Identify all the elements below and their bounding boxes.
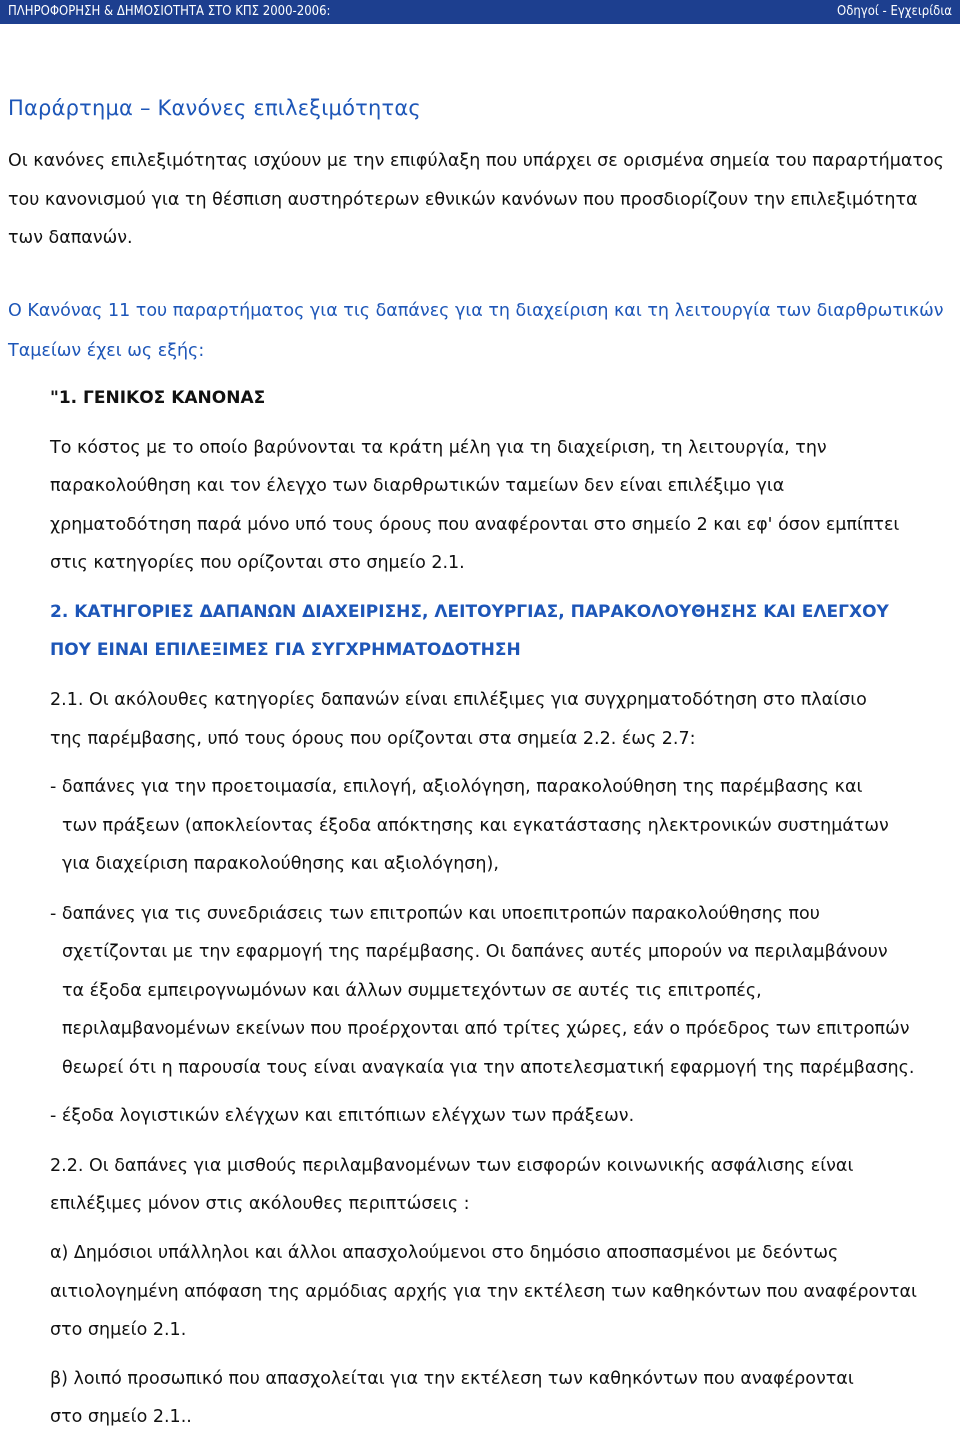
general-rule-line: Το κόστος με το οποίο βαρύνονται τα κράτη μέλη για τη διαχείριση, τη λειτουργία, την [50, 438, 827, 458]
intro-line: του κανονισμού για τη θέσπιση αυστηρότερων εθνικών κανόνων που προσδιορίζουν την επιλεξιμότητα [8, 190, 918, 210]
case-a-line: αιτιολογημένη απόφαση της αρμόδιας αρχής για την εκτέλεση των καθηκόντων που αναφέρονται [50, 1282, 917, 1302]
case-a-line: α) Δημόσιοι υπάλληλοι και άλλοι απασχολούμενοι στο δημόσιο αποσπασμένοι με δεόντως [50, 1243, 839, 1263]
intro-line: των δαπανών. [8, 228, 133, 248]
bullet1-line: των πράξεων (αποκλείοντας έξοδα απόκτησης και εγκατάστασης ηλεκτρονικών συστημάτων [62, 816, 889, 836]
bullet3-line: - έξοδα λογιστικών ελέγχων και επιτόπιων ελέγχων των πράξεων. [50, 1106, 635, 1126]
general-rule-heading: "1. ΓΕΝΙΚΟΣ ΚΑΝΟΝΑΣ [50, 388, 266, 408]
p21-line: της παρέμβασης, υπό τους όρους που ορίζονται στα σημεία 2.2. έως 2.7: [50, 729, 696, 749]
bullet1-line: - δαπάνες για την προετοιμασία, επιλογή, αξιολόγηση, παρακολούθηση της παρέμβασης και [50, 777, 863, 797]
running-header [0, 0, 960, 24]
page-title: Παράρτημα – Κανόνες επιλεξιμότητας [8, 96, 421, 120]
p21-line: 2.1. Οι ακόλουθες κατηγορίες δαπανών είναι επιλέξιμες για συγχρηματοδότηση στο πλαίσιο [50, 690, 867, 710]
general-rule-line: στις κατηγορίες που ορίζονται στο σημείο 2.1. [50, 553, 465, 573]
bullet2-line: σχετίζονται με την εφαρμογή της παρέμβασης. Οι δαπάνες αυτές μπορούν να περιλαμβάνουν [62, 942, 888, 962]
general-rule-line: χρηματοδότηση παρά μόνο υπό τους όρους που αναφέρονται στο σημείο 2 και εφ' όσον εμπίπτει [50, 515, 900, 535]
case-b-line: β) λοιπό προσωπικό που απασχολείται για την εκτέλεση των καθηκόντων που αναφέρονται [50, 1369, 854, 1389]
bullet2-line: περιλαμβανομένων εκείνων που προέρχονται από τρίτες χώρες, εάν ο πρόεδρος των επιτροπών [62, 1019, 910, 1039]
rule-intro-line: Ο Κανόνας 11 του παραρτήματος για τις δαπάνες για τη διαχείριση και τη λειτουργία των διαρθρωτικών [8, 301, 944, 321]
bullet2-line: τα έξοδα εμπειρογνωμόνων και άλλων συμμετεχόντων σε αυτές τις επιτροπές, [62, 981, 762, 1001]
section2-heading-line: 2. ΚΑΤΗΓΟΡΙΕΣ ΔΑΠΑΝΩΝ ΔΙΑΧΕΙΡΙΣΗΣ, ΛΕΙΤΟΥΡΓΙΑΣ, ΠΑΡΑΚΟΛΟΥΘΗΣΗΣ ΚΑΙ ΕΛΕΓΧΟΥ [50, 602, 889, 622]
bullet1-line: για διαχείριση παρακολούθησης και αξιολόγηση), [62, 854, 499, 874]
p22-line: επιλέξιμες μόνον στις ακόλουθες περιπτώσεις : [50, 1194, 470, 1214]
intro-line: Οι κανόνες επιλεξιμότητας ισχύουν με την επιφύλαξη που υπάρχει σε ορισμένα σημεία του παραρτήματος [8, 151, 944, 171]
bullet2-line: - δαπάνες για τις συνεδριάσεις των επιτροπών και υποεπιτροπών παρακολούθησης που [50, 904, 820, 924]
general-rule-line: παρακολούθηση και τον έλεγχο των διαρθρωτικών ταμείων δεν είναι επιλέξιμο για [50, 476, 785, 496]
section2-heading-line: ΠΟΥ ΕΙΝΑΙ ΕΠΙΛΕΞΙΜΕΣ ΓΙΑ ΣΥΓΧΡΗΜΑΤΟΔΟΤΗΣΗ [50, 640, 521, 660]
rule-intro-line: Ταμείων έχει ως εξής: [8, 341, 205, 361]
bullet2-line: θεωρεί ότι η παρουσία τους είναι αναγκαία για την αποτελεσματική εφαρμογή της παρέμβασης. [62, 1058, 915, 1078]
case-a-line: στο σημείο 2.1. [50, 1320, 187, 1340]
header-left: ΠΛΗΡΟΦΟΡΗΣΗ & ΔΗΜΟΣΙΟΤΗΤΑ ΣΤΟ ΚΠΣ 2000-2006: [8, 4, 331, 19]
p22-line: 2.2. Οι δαπάνες για μισθούς περιλαμβανομένων των εισφορών κοινωνικής ασφάλισης είναι [50, 1156, 854, 1176]
header-right: Οδηγοί - Εγχειρίδια [837, 4, 952, 19]
case-b-line: στο σημείο 2.1.. [50, 1407, 192, 1427]
